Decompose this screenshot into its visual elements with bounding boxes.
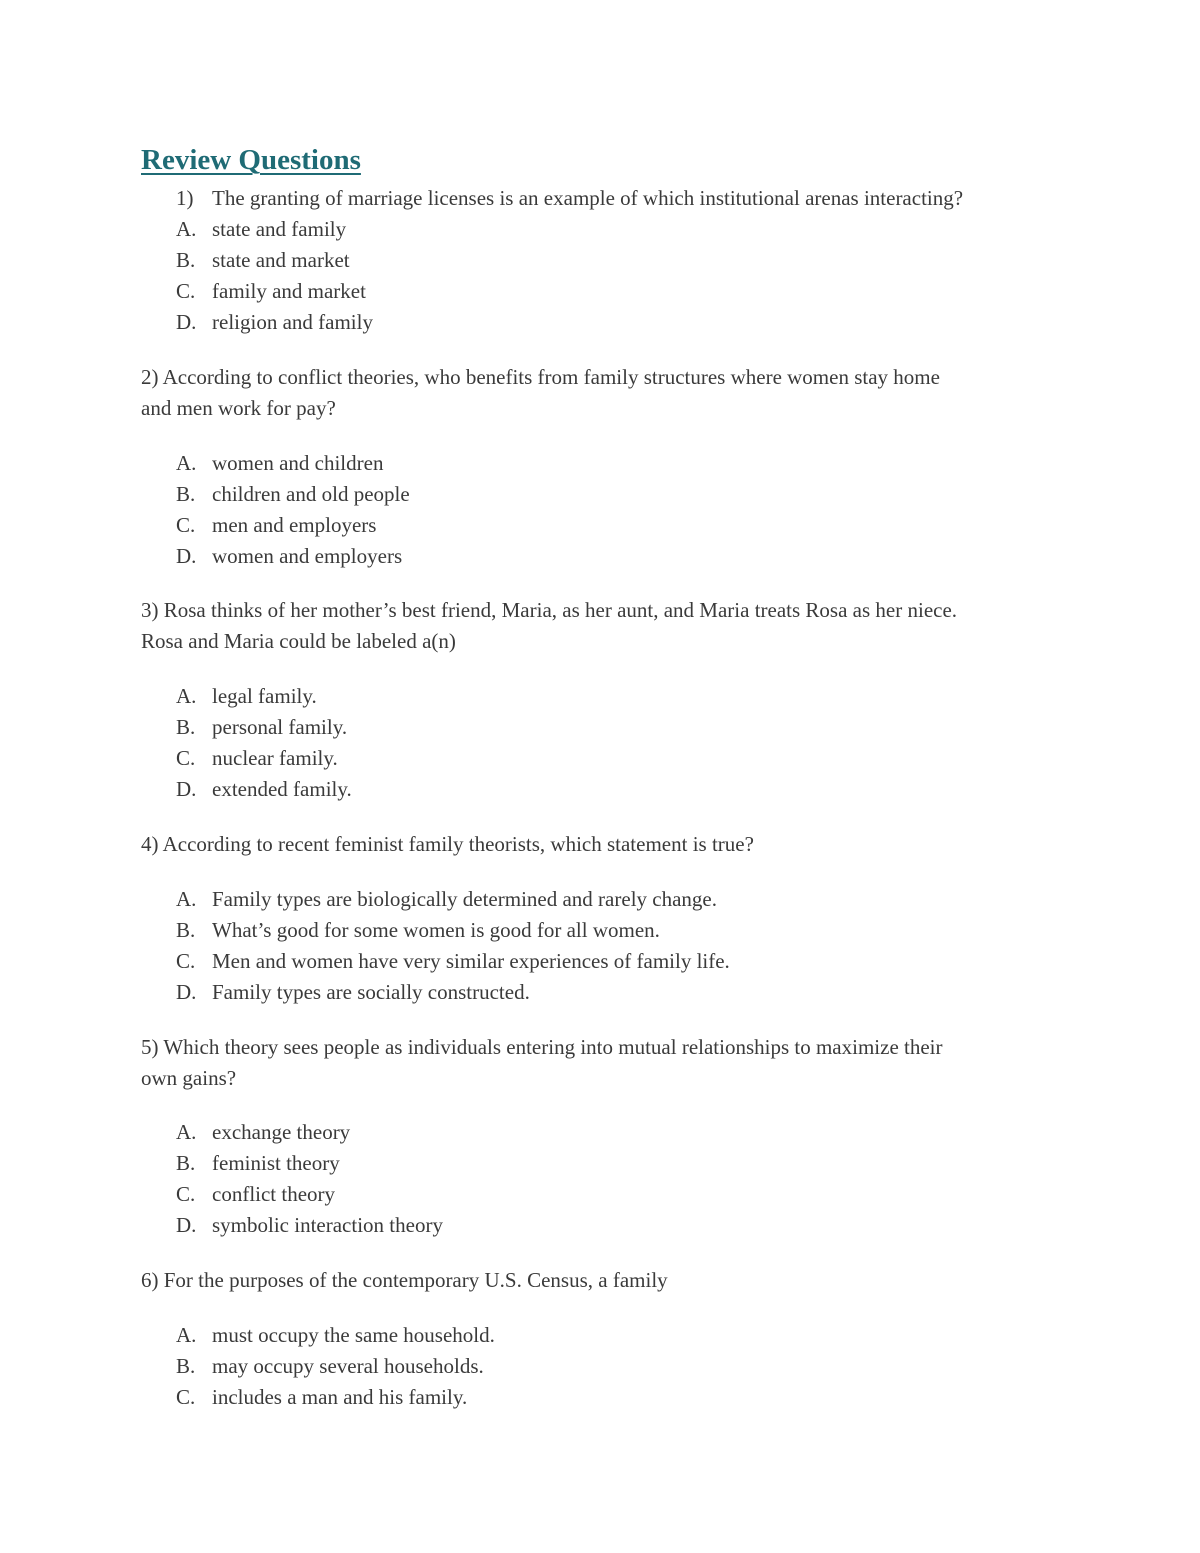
option-4a: A. Family types are biologically determined and rarely change. (176, 887, 717, 911)
question-5-line-1: 5) Which theory sees people as individuals entering into mutual relationships to maximize their (141, 1035, 943, 1059)
question-1 (176, 185, 963, 211)
option-1d: D. religion and family (176, 310, 373, 334)
option-1b: B. state and market (176, 248, 350, 272)
question-2-line-2: and men work for pay? (141, 396, 336, 420)
option-2b: B. children and old people (176, 482, 410, 506)
question-number: 1) (176, 186, 194, 210)
option-5b: B. feminist theory (176, 1151, 340, 1175)
option-2a: A. women and children (176, 451, 384, 475)
option-5c: C. conflict theory (176, 1182, 336, 1206)
option-6b: B. may occupy several households. (176, 1354, 484, 1378)
question-3-line-2: Rosa and Maria could be labeled a(n) (141, 629, 456, 653)
question-4-line-1: 4) According to recent feminist family theorists, which statement is true? (141, 832, 754, 856)
option-3b: B. personal family. (176, 715, 348, 739)
option-1c: C. family and market (176, 279, 366, 303)
page-title: Review Questions (141, 144, 361, 176)
question-text: The granting of marriage licenses is an example of which institutional arenas interacting? (212, 186, 964, 210)
option-6c: C. includes a man and his family. (176, 1385, 468, 1409)
option-4d: D. Family types are socially constructed. (176, 980, 530, 1004)
option-2d: D. women and employers (176, 544, 403, 568)
option-1a: A. state and family (176, 217, 347, 241)
option-5d: D. symbolic interaction theory (176, 1213, 443, 1237)
option-3a: A. legal family. (176, 684, 317, 708)
question-6-line-1: 6) For the purposes of the contemporary U.S. Census, a family (141, 1268, 668, 1292)
question-2-line-1: 2) According to conflict theories, who benefits from family structures where women stay home (141, 365, 940, 389)
option-4b: B. What’s good for some women is good for all women. (176, 918, 660, 942)
option-3d: D. extended family. (176, 777, 352, 801)
question-5-line-2: own gains? (141, 1066, 237, 1090)
option-4c: C. Men and women have very similar experiences of family life. (176, 949, 730, 973)
question-3-line-1: 3) Rosa thinks of her mother’s best friend, Maria, as her aunt, and Maria treats Rosa as her niece. (141, 598, 958, 622)
option-6a: A. must occupy the same household. (176, 1323, 495, 1347)
option-3c: C. nuclear family. (176, 746, 338, 770)
option-5a: A. exchange theory (176, 1120, 351, 1144)
option-2c: C. men and employers (176, 513, 377, 537)
